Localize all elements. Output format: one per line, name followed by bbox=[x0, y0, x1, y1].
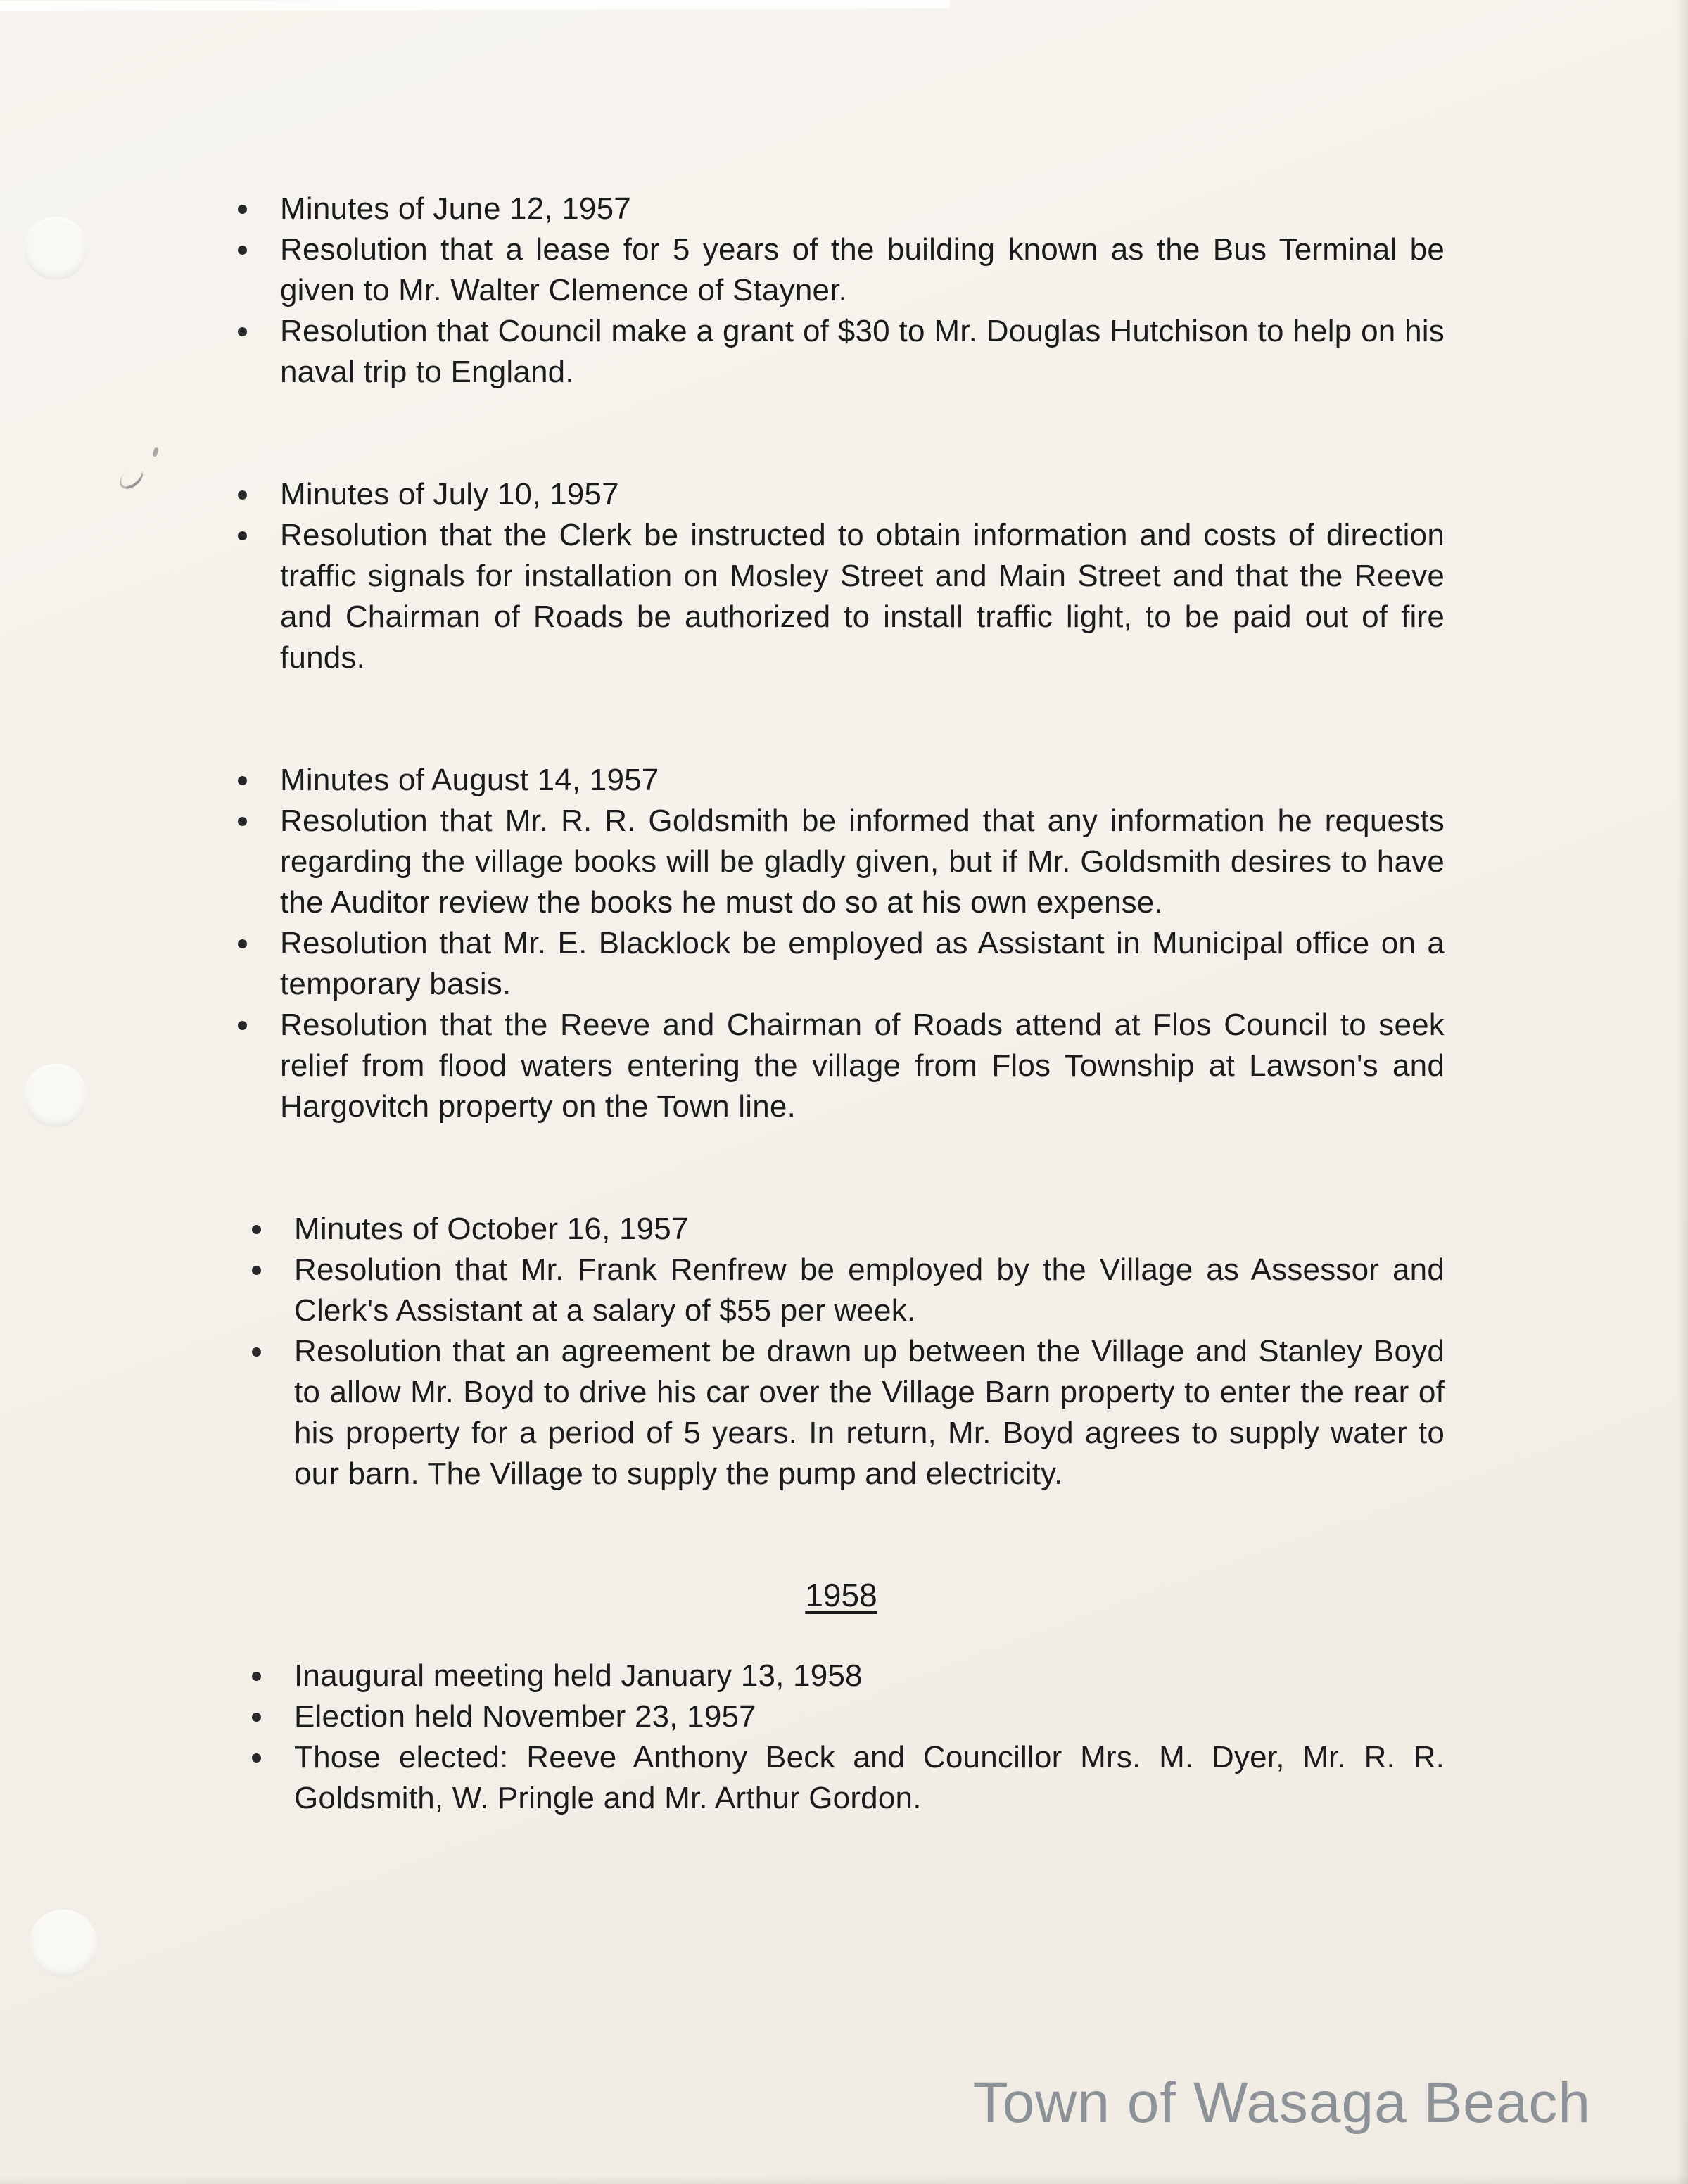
list-item bbox=[238, 1209, 1445, 1250]
watermark-town-of-wasaga-beach: Town of Wasaga Beach bbox=[972, 2071, 1591, 2135]
list-item bbox=[238, 801, 1445, 923]
list-item bbox=[238, 1250, 1445, 1331]
resolution-text: Resolution that Council make a grant of $30 to Mr. Douglas Hutchison to help on his naval trip to England. bbox=[280, 314, 1445, 389]
list-item bbox=[238, 1696, 1445, 1737]
bullet-icon bbox=[238, 327, 247, 336]
bullet-icon bbox=[252, 1347, 261, 1357]
election-note: Election held November 23, 1957 bbox=[294, 1699, 756, 1734]
minutes-group-june-1957 bbox=[238, 189, 1445, 393]
minutes-heading: Minutes of June 12, 1957 bbox=[280, 191, 631, 226]
list-item bbox=[238, 1656, 1445, 1696]
bullet-icon bbox=[238, 246, 247, 255]
bullet-icon bbox=[238, 939, 247, 948]
list-item bbox=[238, 923, 1445, 1005]
resolution-text: Resolution that Mr. R. R. Goldsmith be informed that any information he requests regarding the village books will be gladly given, but if Mr. Goldsmith desires to have the Auditor review the books he must do so at his own expense. bbox=[280, 804, 1445, 920]
minutes-heading: Minutes of July 10, 1957 bbox=[280, 477, 619, 512]
bullet-icon bbox=[238, 817, 247, 826]
list-item bbox=[238, 1005, 1445, 1127]
list-item bbox=[238, 311, 1445, 393]
punch-hole-bottom bbox=[30, 1910, 97, 1977]
list-item bbox=[238, 515, 1445, 678]
minutes-group-august-1957 bbox=[238, 760, 1445, 1127]
bullet-icon bbox=[238, 776, 247, 785]
resolution-text: Resolution that an agreement be drawn up between the Village and Stanley Boyd to allow Mr. Boyd to drive his car over the Village Barn property to enter the rear of his property for a period of 5 years. In return, Mr. Boyd agrees to supply water to our barn. The Village to supply the pump and electricity. bbox=[294, 1334, 1445, 1491]
minutes-group-1958 bbox=[238, 1656, 1445, 1819]
resolution-text: Resolution that Mr. Frank Renfrew be employed by the Village as Assessor and Clerk's Assistant at a salary of $55 per week. bbox=[294, 1252, 1445, 1328]
minutes-heading: Minutes of August 14, 1957 bbox=[280, 763, 659, 797]
meeting-note: Inaugural meeting held January 13, 1958 bbox=[294, 1658, 863, 1693]
resolution-text: Resolution that Mr. E. Blacklock be employed as Assistant in Municipal office on a temporary basis. bbox=[280, 926, 1445, 1001]
minutes-group-october-1957 bbox=[238, 1209, 1445, 1494]
list-item bbox=[238, 229, 1445, 311]
year-heading: 1958 bbox=[805, 1577, 877, 1613]
list-item bbox=[238, 1737, 1445, 1819]
minutes-group-july-1957 bbox=[238, 474, 1445, 678]
resolution-text: Resolution that a lease for 5 years of the building known as the Bus Terminal be given to Mr. Walter Clemence of Stayner. bbox=[280, 232, 1445, 307]
bullet-icon bbox=[238, 1021, 247, 1030]
elected-officials-note: Those elected: Reeve Anthony Beck and Councillor Mrs. M. Dyer, Mr. R. R. Goldsmith, W. Pringle and Mr. Arthur Gordon. bbox=[294, 1740, 1445, 1815]
bullet-icon bbox=[252, 1266, 261, 1275]
bullet-icon bbox=[238, 205, 247, 214]
bullet-icon bbox=[238, 531, 247, 540]
minutes-heading: Minutes of October 16, 1957 bbox=[294, 1212, 689, 1246]
list-item bbox=[238, 189, 1445, 229]
bullet-icon bbox=[252, 1713, 261, 1722]
bullet-icon bbox=[252, 1672, 261, 1681]
resolution-text: Resolution that the Clerk be instructed to obtain information and costs of direction traffic signals for installation on Mosley Street and Main Street and that the Reeve and Chairman of Roads be authorized to install traffic light, to be paid out of fire funds. bbox=[280, 518, 1445, 675]
list-item bbox=[238, 760, 1445, 801]
list-item bbox=[238, 474, 1445, 515]
resolution-text: Resolution that the Reeve and Chairman of Roads attend at Flos Council to seek relief from flood waters entering the village from Flos Township at Lawson's and Hargovitch property on the Town line. bbox=[280, 1008, 1445, 1124]
list-item bbox=[238, 1331, 1445, 1494]
bullet-icon bbox=[238, 490, 247, 500]
bullet-icon bbox=[252, 1225, 261, 1234]
bullet-icon bbox=[252, 1753, 261, 1763]
scan-edge-artifact-bottom bbox=[0, 2176, 1688, 2184]
